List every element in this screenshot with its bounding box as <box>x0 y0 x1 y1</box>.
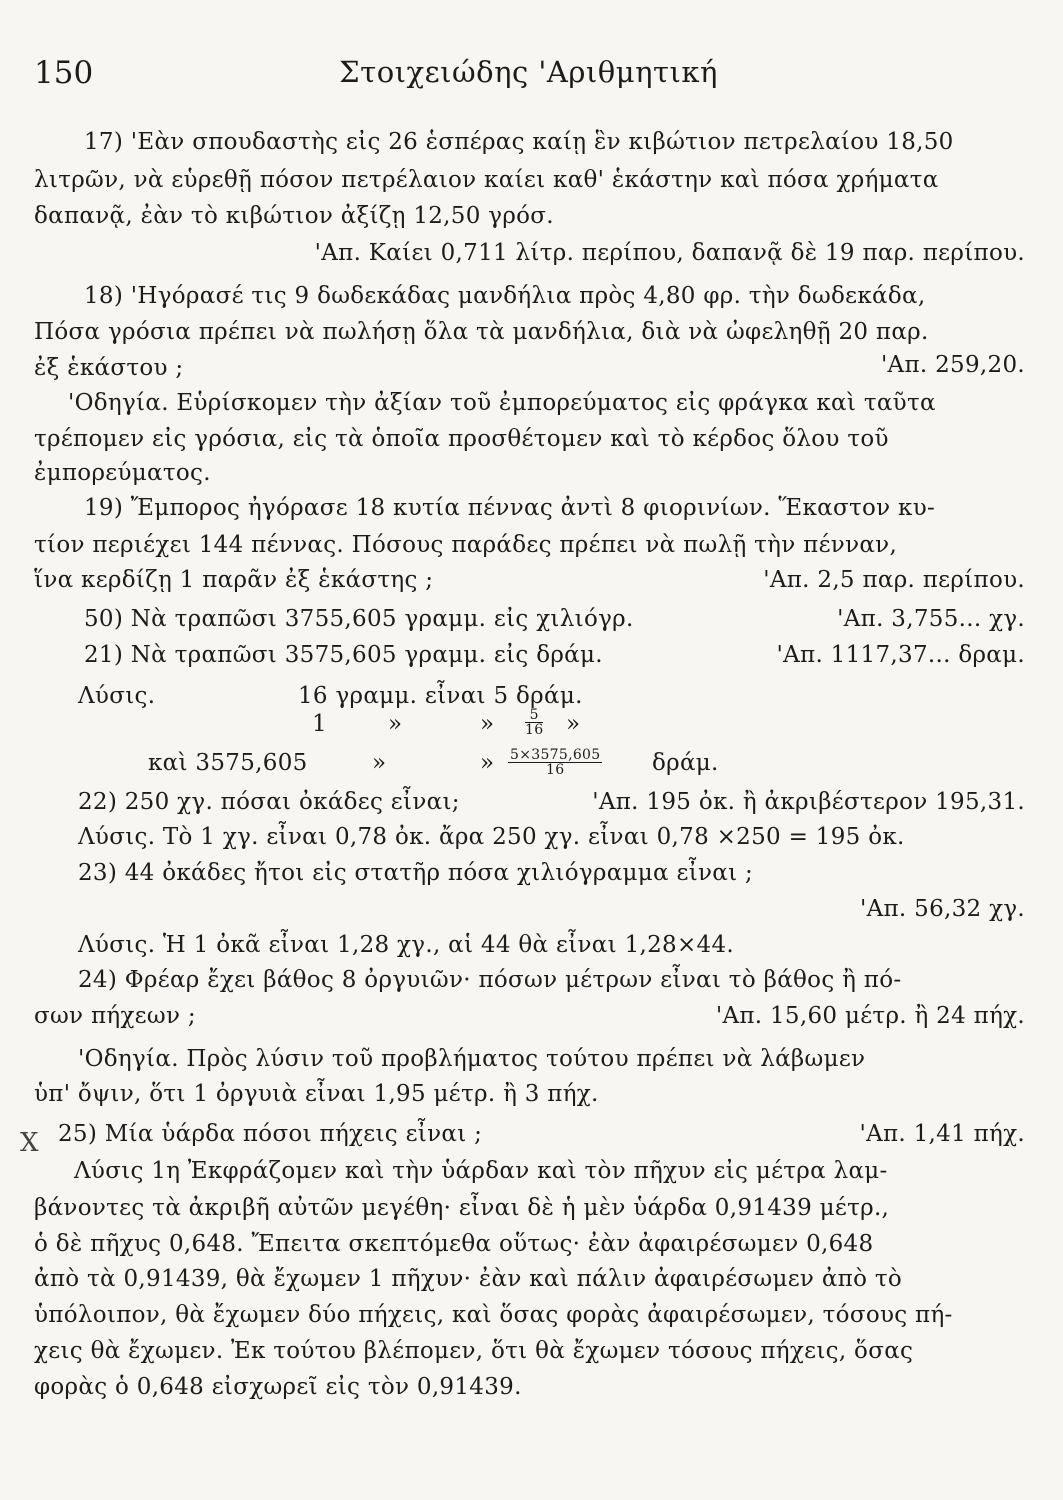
problem-25-solution-line-2: βάνοντες τὰ ἀκριβῆ αὐτῶν μεγέθη· εἶναι δὲ ἡ μὲν ὑάρδα 0,91439 μέτρ., <box>34 1195 890 1221</box>
problem-18-line-3: ἐξ ἑκάστου ; <box>34 355 184 381</box>
problem-23-answer: 'Απ. 56,32 χγ. <box>859 896 1025 922</box>
page-number: 150 <box>34 55 94 91</box>
problem-20-question: 50) Νὰ τραπῶσι 3755,605 γραμμ. εἰς χιλιόγρ. <box>84 606 634 632</box>
problem-23-solution: Λύσις. Ἡ 1 ὀκᾶ εἶναι 1,28 χγ., αἱ 44 θὰ εἶναι 1,28×44. <box>78 932 735 958</box>
problem-25-solution-line-5: ὑπόλοιπον, θὰ ἔχωμεν δύο πήχεις, καὶ ὅσας φορὰς ἀφαιρέσωμεν, τόσους πή- <box>34 1302 953 1328</box>
problem-25-answer: 'Απ. 1,41 πήχ. <box>859 1121 1025 1147</box>
problem-19-line-3: ἵνα κερδίζῃ 1 παρᾶν ἐξ ἑκάστης ; <box>34 567 434 593</box>
problem-18-line-1: 18) 'Ηγόρασέ τις 9 δωδεκάδας μανδήλια πρὸς 4,80 φρ. τὴν δωδεκάδα, <box>84 283 926 309</box>
problem-21-question: 21) Νὰ τραπῶσι 3575,605 γραμμ. εἰς δράμ. <box>84 642 603 668</box>
problem-21-solution-step-1: 16 γραμμ. εἶναι 5 δράμ. <box>298 683 583 709</box>
page-header <box>34 55 1023 95</box>
fraction-denominator: 16 <box>546 761 565 778</box>
fraction-numerator: 5×3575,605 <box>510 746 601 763</box>
problem-22-solution: Λύσις. Τὸ 1 χγ. εἶναι 0,78 ὀκ. ἄρα 250 χγ. εἶναι 0,78 ×250 = 195 ὀκ. <box>78 824 905 850</box>
problem-23-question: 23) 44 ὀκάδες ἤτοι εἰς στατῆρ πόσα χιλιόγραμμα εἶναι ; <box>78 860 754 886</box>
ditto-mark: » <box>566 711 581 737</box>
margin-pencil-mark: X <box>20 1128 39 1158</box>
problem-24-line-2: σων πήχεων ; <box>34 1003 196 1029</box>
problem-22-answer: 'Απ. 195 ὀκ. ἢ ἀκριβέστερον 195,31. <box>592 789 1025 815</box>
problem-18-line-2: Πόσα γρόσια πρέπει νὰ πωλήσῃ ὅλα τὰ μανδήλια, διὰ νὰ ὠφεληθῇ 20 παρ. <box>34 319 929 345</box>
problem-19-answer: 'Απ. 2,5 παρ. περίπου. <box>763 567 1025 593</box>
ditto-mark: » <box>388 711 403 737</box>
problem-17-line-3: δαπανᾷ, ἐὰν τὸ κιβώτιον ἀξίζῃ 12,50 γρόσ. <box>34 203 554 229</box>
running-title: Στοιχειώδης 'Αριθμητική <box>339 55 718 89</box>
problem-19-line-1: 19) Ἔμπορος ἠγόρασε 18 κυτία πέννας ἀντὶ 8 φιορινίων. Ἕκαστον κυ- <box>84 495 936 521</box>
unit-label: δράμ. <box>652 750 719 776</box>
problem-24-answer: 'Απ. 15,60 μέτρ. ἢ 24 πήχ. <box>715 1003 1025 1029</box>
problem-21-answer: 'Απ. 1117,37... δραμ. <box>776 642 1025 668</box>
problem-17-line-1: 17) 'Εὰν σπουδαστὴς εἰς 26 ἑσπέρας καίῃ ἓν κιβώτιον πετρελαίου 18,50 <box>84 129 954 155</box>
fraction-5-over-16 <box>525 706 543 737</box>
problem-24-line-1: 24) Φρέαρ ἔχει βάθος 8 ὀργυιῶν· πόσων μέτρων εἶναι τὸ βάθος ἢ πό- <box>78 967 902 993</box>
problem-24-hint-line-2: ὑπ' ὄψιν, ὅτι 1 ὀργυιὰ εἶναι 1,95 μέτρ. ἢ 3 πήχ. <box>34 1081 599 1107</box>
problem-18-answer: 'Απ. 259,20. <box>880 352 1025 378</box>
problem-25-question: 25) Μία ὑάρδα πόσοι πήχεις εἶναι ; <box>58 1121 483 1147</box>
problem-17-answer: 'Απ. Καίει 0,711 λίτρ. περίπου, δαπανᾷ δὲ 19 παρ. περίπου. <box>314 240 1025 266</box>
solution-step-2-quantity: 1 <box>312 711 327 737</box>
problem-19-line-2: τίον περιέχει 144 πέννας. Πόσους παράδες πρέπει νὰ πωλῇ τὴν πένναν, <box>34 532 898 558</box>
fraction-numerator: 5 <box>525 708 543 723</box>
ditto-mark: » <box>480 711 495 737</box>
problem-17-line-2: λιτρῶν, νὰ εὑρεθῇ πόσον πετρέλαιον καίει καθ' ἑκάστην καὶ πόσα χρήματα <box>34 167 939 193</box>
problem-22-question: 22) 250 χγ. πόσαι ὀκάδες εἶναι; <box>78 789 460 815</box>
solution-step-3-quantity: καὶ 3575,605 <box>148 750 308 776</box>
problem-25-solution-line-1: Λύσις 1η Ἐκφράζομεν καὶ τὴν ὑάρδαν καὶ τὸν πῆχυν εἰς μέτρα λαμ- <box>74 1158 888 1184</box>
problem-25-solution-line-6: χεις θὰ ἔχωμεν. Ἐκ τούτου βλέπομεν, ὅτι θὰ ἔχωμεν τόσους πήχεις, ὅσας <box>34 1338 914 1364</box>
problem-25-solution-line-4: ἀπὸ τὰ 0,91439, θὰ ἔχωμεν 1 πῆχυν· ἐὰν καὶ πάλιν ἀφαιρέσωμεν ἀπὸ τὸ <box>34 1266 902 1292</box>
problem-20-answer: 'Απ. 3,755... χγ. <box>837 606 1025 632</box>
fraction-product-over-16 <box>508 746 602 777</box>
problem-18-hint-line-1: 'Οδηγία. Εὑρίσκομεν τὴν ἀξίαν τοῦ ἐμπορεύματος εἰς φράγκα καὶ ταῦτα <box>68 390 936 416</box>
problem-25-solution-line-3: ὁ δὲ πῆχυς 0,648. Ἔπειτα σκεπτόμεθα οὕτως· ἐὰν ἀφαιρέσωμεν 0,648 <box>34 1231 874 1257</box>
problem-18-hint-line-2: τρέπομεν εἰς γρόσια, εἰς τὰ ὁποῖα προσθέτομεν καὶ τὸ κέρδος ὅλου τοῦ <box>34 426 889 452</box>
ditto-mark: » <box>480 750 495 776</box>
problem-25-solution-line-7: φορὰς ὁ 0,648 εἰσχωρεῖ εἰς τὸν 0,91439. <box>34 1374 522 1400</box>
fraction-denominator: 16 <box>525 721 544 738</box>
problem-18-hint-line-3: ἐμπορεύματος. <box>34 460 211 486</box>
problem-24-hint-line-1: 'Οδηγία. Πρὸς λύσιν τοῦ προβλήματος τούτου πρέπει νὰ λάβωμεν <box>78 1046 866 1072</box>
problem-21-solution-label: Λύσις. <box>78 683 156 709</box>
ditto-mark: » <box>372 750 387 776</box>
